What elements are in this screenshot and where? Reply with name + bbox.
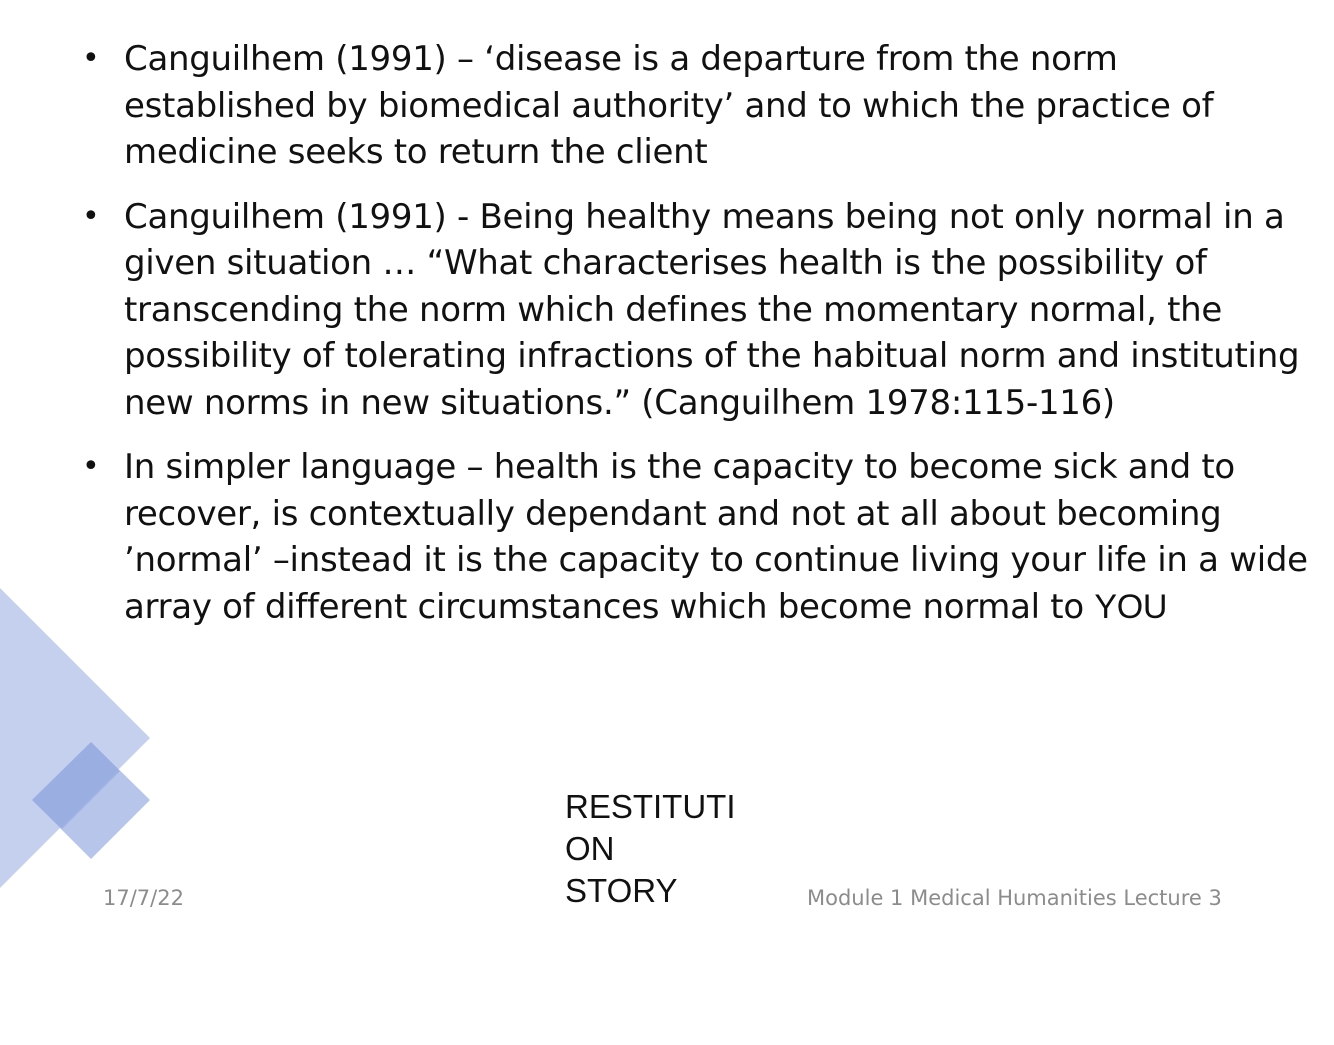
footer-date: 17/7/22 xyxy=(103,886,184,910)
bullet-dot-icon: • xyxy=(82,198,100,234)
bullet-text: In simpler language – health is the capacity to become sick and to recover, is contextually dependant and not at all about becoming ’normal’ –instead it is the capacity to continue living your life in a wide array of different circumstances which become normal to xyxy=(124,447,1308,627)
bullet-text-tail: YOU xyxy=(1094,587,1168,626)
restitution-story-label xyxy=(565,786,765,912)
story-label-line: ON xyxy=(565,830,615,867)
bullet-text: Canguilhem (1991) – ‘disease is a departure from the norm established by biomedical authority’ and to which the practice of medicine seeks to return the client xyxy=(124,39,1214,172)
footer-title: Module 1 Medical Humanities Lecture 3 xyxy=(807,886,1222,910)
bullet-item xyxy=(80,444,1315,630)
bullet-list xyxy=(80,36,1315,648)
story-label-line: STORY xyxy=(565,872,678,909)
bullet-item xyxy=(80,194,1315,427)
story-label-line: RESTITUTI xyxy=(565,788,736,825)
bullet-text: Canguilhem (1991) - Being healthy means being not only normal in a given situation … “What characterises health is the possibility of transcending the norm which defines the momentary normal, the possibility of tolerating infractions of the habitual norm and instituting new norms in new situations.” (Canguilhem 1978:115-116) xyxy=(124,196,1300,423)
bullet-dot-icon: • xyxy=(82,41,100,76)
bullet-dot-icon: • xyxy=(82,449,100,484)
bullet-item xyxy=(80,36,1315,176)
